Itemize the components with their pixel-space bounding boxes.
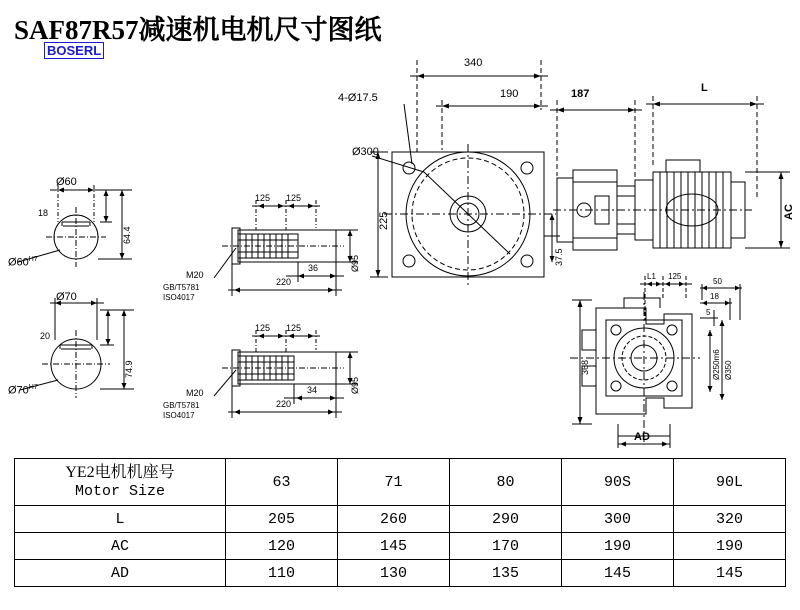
row-label-AC: AC — [15, 533, 226, 560]
label-shaft2-length: 74.9 — [124, 360, 134, 378]
label-shaft1-bore: $Ø60^{H7}$ — [8, 256, 38, 269]
label-shaft2-keyway: 20 — [40, 331, 51, 341]
label-shaft2-diameter: Ø70 — [56, 291, 77, 303]
cell-L-90L: 320 — [674, 506, 786, 533]
label-dim-190: 190 — [500, 88, 519, 100]
table-header-size-0: 63 — [226, 459, 338, 506]
label-key1-36: 36 — [308, 263, 319, 273]
label-key2-220: 220 — [276, 399, 292, 409]
table-header-size-3: 90S — [562, 459, 674, 506]
label-dia-350: Ø350 — [724, 360, 733, 380]
cell-AC-90S: 190 — [562, 533, 674, 560]
label-key1-125a: 125 — [255, 193, 271, 203]
row-label-AD: AD — [15, 560, 226, 587]
cell-AC-90L: 190 — [674, 533, 786, 560]
label-key2-iso: ISO4017 — [163, 411, 195, 420]
label-key1-220: 220 — [276, 277, 292, 287]
label-dim-187: 187 — [571, 88, 590, 100]
table-header-size-2: 80 — [450, 459, 562, 506]
row-label-L: L — [15, 506, 226, 533]
table-header-label-cn: YE2电机机座号 — [65, 464, 175, 481]
label-dim-125-right: 125 — [668, 272, 682, 281]
label-key2-gb: GB/T5781 — [163, 401, 200, 410]
cell-L-71: 260 — [338, 506, 450, 533]
cell-AD-90S: 145 — [562, 560, 674, 587]
label-key1-gb: GB/T5781 — [163, 283, 200, 292]
label-shaft1-diameter: Ø60 — [56, 176, 77, 188]
label-holes: 4-Ø17.5 — [338, 92, 378, 104]
motor-size-table — [14, 458, 786, 587]
label-key1-d95: Ø95 — [350, 254, 360, 272]
label-key1-125b: 125 — [286, 193, 302, 203]
label-shaft1-length: 64.4 — [122, 226, 132, 244]
table-row — [15, 506, 786, 533]
table-header-size-4: 90L — [674, 459, 786, 506]
label-shaft2-bore: $Ø70^{H7}$ — [8, 384, 38, 397]
cell-AC-80: 170 — [450, 533, 562, 560]
label-dim-5: 5 — [706, 308, 711, 317]
label-dim-AD: AD — [634, 431, 650, 443]
label-dim-225: 225 — [378, 211, 390, 230]
table-row — [15, 533, 786, 560]
cell-AD-71: 130 — [338, 560, 450, 587]
table-row — [15, 560, 786, 587]
label-key2-34: 34 — [307, 385, 318, 395]
label-dim-340: 340 — [464, 57, 483, 69]
table-header-label — [15, 459, 226, 506]
label-dim-368: 368 — [580, 359, 590, 375]
cell-L-63: 205 — [226, 506, 338, 533]
cell-AD-90L: 145 — [674, 560, 786, 587]
label-dim-AC: AC — [783, 204, 795, 220]
label-dia-250: Ø250m6 — [712, 349, 721, 380]
label-dim-L1: L1 — [647, 272, 656, 281]
label-key1-m20: M20 — [186, 270, 204, 280]
label-key1-iso: ISO4017 — [163, 293, 195, 302]
label-key2-d95: Ø95 — [350, 376, 360, 394]
cell-AC-63: 120 — [226, 533, 338, 560]
cell-AD-63: 110 — [226, 560, 338, 587]
table-header-label-en: Motor Size — [74, 483, 165, 500]
cell-L-80: 290 — [450, 506, 562, 533]
brand-logo: BOSERL — [44, 42, 104, 59]
label-dim-L: L — [701, 82, 708, 94]
label-dim-37-5: 37.5 — [554, 248, 564, 266]
label-key2-m20: M20 — [186, 388, 204, 398]
label-key2-125b: 125 — [286, 323, 302, 333]
label-key2-125a: 125 — [255, 323, 271, 333]
label-dim-50: 50 — [713, 277, 722, 286]
page-title: SAF87R57减速机电机尺寸图纸 — [14, 15, 382, 45]
cell-AD-80: 135 — [450, 560, 562, 587]
label-dim-18: 18 — [710, 292, 719, 301]
cell-AC-71: 145 — [338, 533, 450, 560]
label-dia-300: Ø300 — [352, 146, 379, 158]
table-header-size-1: 71 — [338, 459, 450, 506]
cell-L-90S: 300 — [562, 506, 674, 533]
table-header-row — [15, 459, 786, 506]
label-shaft1-keyway: 18 — [38, 208, 49, 218]
